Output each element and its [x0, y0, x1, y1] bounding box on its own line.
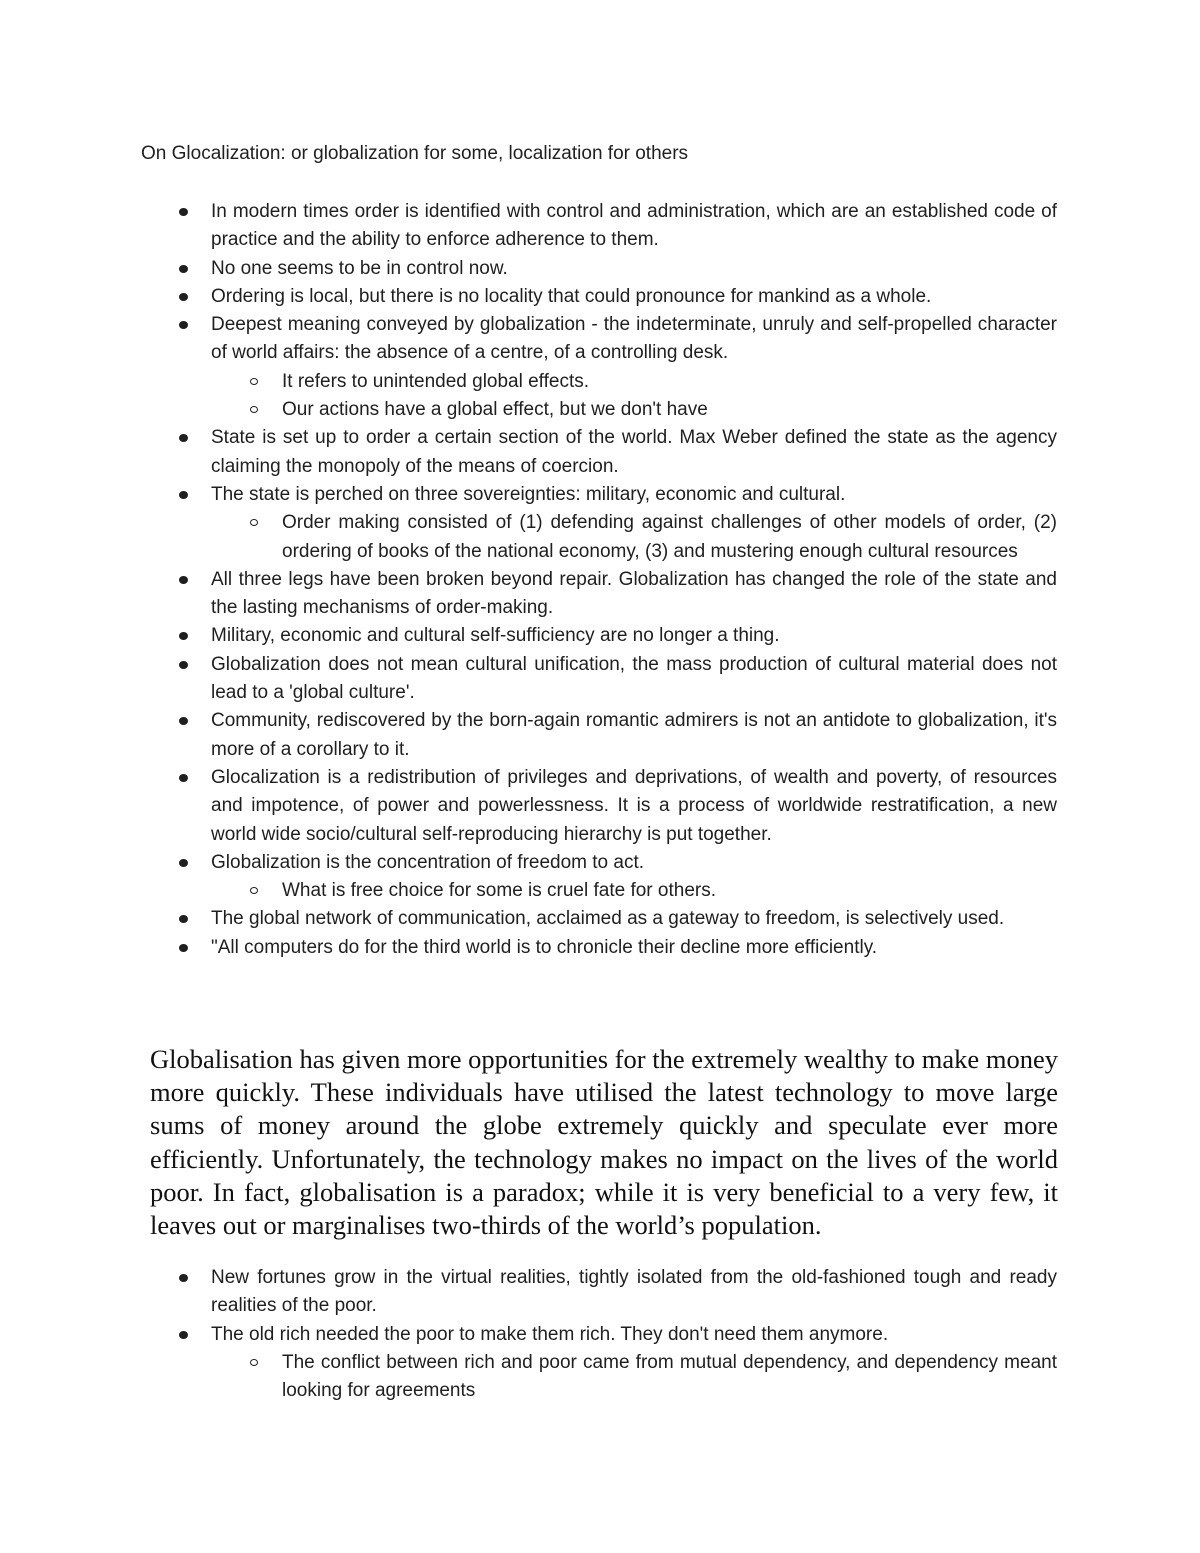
sub-list-item: It refers to unintended global effects. — [141, 368, 1057, 396]
list-item: State is set up to order a certain section of the world. Max Weber defined the state as the agency claiming the monopoly of the means of coercion. — [141, 424, 1057, 481]
document-title: On Glocalization: or globalization for some, localization for others — [141, 143, 689, 164]
book-excerpt: Globalisation has given more opportunities for the extremely wealthy to make money more quickly. These individuals have utilised the latest technology to move large sums of money around the globe extremely quickly and speculate ever more efficiently. Unfortunately, the technology makes no impact on the lives of the world poor. In fact, globalisation is a paradox; while it is very beneficial to a very few, it leaves out or marginalises two-thirds of the world’s population. — [150, 1044, 1058, 1241]
sub-list-item: The conflict between rich and poor came from mutual dependency, and dependency meant looking for agreements — [141, 1349, 1057, 1406]
list-item: Globalization does not mean cultural unification, the mass production of cultural material does not lead to a 'global culture'. — [141, 651, 1057, 708]
list-item: In modern times order is identified with control and administration, which are an established code of practice and the ability to enforce adherence to them. — [141, 198, 1057, 255]
sub-list-item: Order making consisted of (1) defending against challenges of other models of order, (2) ordering of books of the national economy, (3) and mustering enough cultural resources — [141, 509, 1057, 566]
list-item: New fortunes grow in the virtual realities, tightly isolated from the old-fashioned tough and ready realities of the poor. — [141, 1264, 1057, 1321]
list-item: Community, rediscovered by the born-again romantic admirers is not an antidote to globalization, it's more of a corollary to it. — [141, 707, 1057, 764]
list-item: No one seems to be in control now. — [141, 255, 1057, 283]
notes-list-top — [141, 198, 1057, 962]
list-item: Globalization is the concentration of freedom to act. — [141, 849, 1057, 877]
notes-list-bottom — [141, 1264, 1057, 1405]
sub-list-item: What is free choice for some is cruel fate for others. — [141, 877, 1057, 905]
list-item: The global network of communication, acclaimed as a gateway to freedom, is selectively used. — [141, 905, 1057, 933]
list-item: Military, economic and cultural self-sufficiency are no longer a thing. — [141, 622, 1057, 650]
list-item: All three legs have been broken beyond repair. Globalization has changed the role of the state and the lasting mechanisms of order-making. — [141, 566, 1057, 623]
list-item: The old rich needed the poor to make them rich. They don't need them anymore. — [141, 1321, 1057, 1349]
list-item: Ordering is local, but there is no locality that could pronounce for mankind as a whole. — [141, 283, 1057, 311]
list-item: "All computers do for the third world is to chronicle their decline more efficiently. — [141, 934, 1057, 962]
sub-list-item: Our actions have a global effect, but we don't have — [141, 396, 1057, 424]
list-item: The state is perched on three sovereignties: military, economic and cultural. — [141, 481, 1057, 509]
list-item: Deepest meaning conveyed by globalization - the indeterminate, unruly and self-propelled character of world affairs: the absence of a centre, of a controlling desk. — [141, 311, 1057, 368]
list-item: Glocalization is a redistribution of privileges and deprivations, of wealth and poverty, of resources and impotence, of power and powerlessness. It is a process of worldwide restratification, a new world wide socio/cultural self-reproducing hierarchy is put together. — [141, 764, 1057, 849]
